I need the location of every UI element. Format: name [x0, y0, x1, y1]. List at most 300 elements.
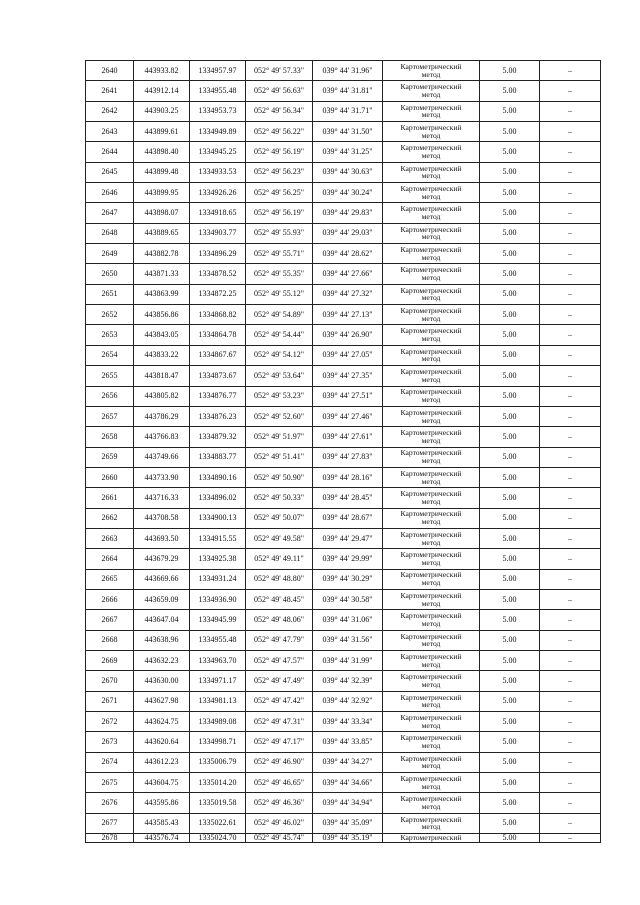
note-cell: – — [540, 650, 601, 670]
latitude-cell: 052° 49' 47.79" — [246, 630, 313, 650]
x-coordinate-cell: 443805.82 — [134, 386, 190, 406]
longitude-cell: 039° 44' 31.50" — [313, 122, 383, 142]
y-coordinate-cell: 1335006.79 — [190, 752, 246, 772]
method-cell — [383, 366, 480, 386]
accuracy-cell: 5.00 — [480, 101, 540, 121]
table-row — [86, 752, 601, 772]
method-cell — [383, 569, 480, 589]
method-cell — [383, 122, 480, 142]
method-label-top: Картометрический — [400, 753, 462, 763]
y-coordinate-cell: 1334878.52 — [190, 264, 246, 284]
y-coordinate-cell: 1334918.65 — [190, 203, 246, 223]
latitude-cell: 052° 49' 55.35" — [246, 264, 313, 284]
note-cell: – — [540, 773, 601, 793]
method-label-bottom: метод — [421, 374, 441, 384]
accuracy-cell: 5.00 — [480, 549, 540, 569]
point-number-cell: 2678 — [86, 834, 134, 843]
method-label-bottom: метод — [421, 802, 441, 812]
x-coordinate-cell: 443659.09 — [134, 589, 190, 609]
y-coordinate-cell: 1334868.82 — [190, 305, 246, 325]
method-label-bottom: метод — [421, 69, 441, 79]
method-label-bottom: метод — [421, 354, 441, 364]
method-label-top: Картометрический — [400, 285, 462, 295]
note-cell: – — [540, 793, 601, 813]
method-label-top: Картометрический — [400, 773, 462, 783]
y-coordinate-cell: 1334896.02 — [190, 488, 246, 508]
point-number-cell: 2672 — [86, 712, 134, 732]
longitude-cell: 039° 44' 31.06" — [313, 610, 383, 630]
point-number-cell: 2664 — [86, 549, 134, 569]
point-number-cell: 2663 — [86, 528, 134, 548]
note-cell: – — [540, 406, 601, 426]
longitude-cell: 039° 44' 30.29" — [313, 569, 383, 589]
note-cell: – — [540, 101, 601, 121]
method-label-top: Картометрический — [400, 550, 462, 560]
y-coordinate-cell: 1335022.61 — [190, 813, 246, 833]
point-number-cell: 2670 — [86, 671, 134, 691]
note-cell: – — [540, 752, 601, 772]
note-cell: – — [540, 122, 601, 142]
y-coordinate-cell: 1335019.58 — [190, 793, 246, 813]
point-number-cell: 2646 — [86, 183, 134, 203]
y-coordinate-cell: 1334955.48 — [190, 81, 246, 101]
table-row — [86, 264, 601, 284]
method-label-bottom: метод — [421, 456, 441, 466]
x-coordinate-cell: 443693.50 — [134, 528, 190, 548]
longitude-cell: 039° 44' 31.81" — [313, 81, 383, 101]
x-coordinate-cell: 443679.29 — [134, 549, 190, 569]
x-coordinate-cell: 443843.05 — [134, 325, 190, 345]
latitude-cell: 052° 49' 50.33" — [246, 488, 313, 508]
point-number-cell: 2661 — [86, 488, 134, 508]
y-coordinate-cell: 1334867.67 — [190, 345, 246, 365]
table-row — [86, 508, 601, 528]
method-label-top: Картометрический — [400, 367, 462, 377]
method-label-top: Картометрический — [400, 651, 462, 661]
longitude-cell: 039° 44' 29.47" — [313, 528, 383, 548]
method-cell — [383, 712, 480, 732]
method-label-top: Картометрический — [400, 306, 462, 315]
x-coordinate-cell: 443624.75 — [134, 712, 190, 732]
latitude-cell: 052° 49' 49.11" — [246, 549, 313, 569]
x-coordinate-cell: 443818.47 — [134, 366, 190, 386]
method-cell — [383, 528, 480, 548]
y-coordinate-cell: 1334971.17 — [190, 671, 246, 691]
table-row — [86, 569, 601, 589]
method-label-bottom: метод — [421, 232, 441, 242]
point-number-cell: 2648 — [86, 223, 134, 243]
method-label-bottom: метод — [421, 720, 441, 730]
latitude-cell: 052° 49' 46.65" — [246, 773, 313, 793]
longitude-cell: 039° 44' 31.96" — [313, 61, 383, 81]
method-label-bottom: метод — [421, 761, 441, 771]
y-coordinate-cell: 1334872.25 — [190, 284, 246, 304]
latitude-cell: 052° 49' 47.57" — [246, 650, 313, 670]
latitude-cell: 052° 49' 50.90" — [246, 467, 313, 487]
method-cell — [383, 834, 480, 843]
method-cell — [383, 203, 480, 223]
y-coordinate-cell: 1334900.13 — [190, 508, 246, 528]
accuracy-cell: 5.00 — [480, 345, 540, 365]
accuracy-cell: 5.00 — [480, 773, 540, 793]
x-coordinate-cell: 443669.66 — [134, 569, 190, 589]
method-label-top: Картометрический — [400, 590, 462, 600]
table-row — [86, 630, 601, 650]
longitude-cell: 039° 44' 28.62" — [313, 244, 383, 264]
method-label-bottom: метод — [421, 639, 441, 649]
y-coordinate-cell: 1334864.78 — [190, 325, 246, 345]
method-cell — [383, 345, 480, 365]
note-cell: – — [540, 630, 601, 650]
table-row — [86, 325, 601, 345]
table-row — [86, 834, 601, 843]
accuracy-cell: 5.00 — [480, 325, 540, 345]
y-coordinate-cell: 1334896.29 — [190, 244, 246, 264]
note-cell: – — [540, 81, 601, 101]
longitude-cell: 039° 44' 27.32" — [313, 284, 383, 304]
note-cell: – — [540, 508, 601, 528]
latitude-cell: 052° 49' 56.25" — [246, 183, 313, 203]
table-row — [86, 183, 601, 203]
latitude-cell: 052° 49' 47.42" — [246, 691, 313, 711]
table-body — [86, 61, 601, 843]
method-label-bottom: метод — [421, 659, 441, 669]
method-cell — [383, 244, 480, 264]
longitude-cell: 039° 44' 29.83" — [313, 203, 383, 223]
accuracy-cell: 5.00 — [480, 183, 540, 203]
method-label-top: Картометрический — [400, 204, 462, 214]
accuracy-cell: 5.00 — [480, 305, 540, 325]
point-number-cell: 2659 — [86, 447, 134, 467]
method-label-bottom: метод — [421, 130, 441, 140]
table-row — [86, 203, 601, 223]
accuracy-cell: 5.00 — [480, 732, 540, 752]
point-number-cell: 2649 — [86, 244, 134, 264]
x-coordinate-cell: 443833.22 — [134, 345, 190, 365]
accuracy-cell: 5.00 — [480, 447, 540, 467]
accuracy-cell: 5.00 — [480, 691, 540, 711]
accuracy-cell: 5.00 — [480, 142, 540, 162]
x-coordinate-cell: 443576.74 — [134, 834, 190, 843]
note-cell: – — [540, 671, 601, 691]
point-number-cell: 2666 — [86, 589, 134, 609]
x-coordinate-cell: 443733.90 — [134, 467, 190, 487]
point-number-cell: 2660 — [86, 467, 134, 487]
method-cell — [383, 793, 480, 813]
longitude-cell: 039° 44' 35.19" — [313, 834, 383, 843]
y-coordinate-cell: 1334933.53 — [190, 162, 246, 182]
table-row — [86, 773, 601, 793]
table-row — [86, 650, 601, 670]
latitude-cell: 052° 49' 50.07" — [246, 508, 313, 528]
point-number-cell: 2652 — [86, 305, 134, 325]
x-coordinate-cell: 443786.29 — [134, 406, 190, 426]
point-number-cell: 2676 — [86, 793, 134, 813]
point-number-cell: 2644 — [86, 142, 134, 162]
method-label-bottom: метод — [421, 191, 441, 201]
latitude-cell: 052° 49' 45.74" — [246, 834, 313, 843]
method-label-top: Картометрический — [400, 733, 462, 743]
x-coordinate-cell: 443638.96 — [134, 630, 190, 650]
y-coordinate-cell: 1334955.48 — [190, 630, 246, 650]
method-cell — [383, 813, 480, 833]
longitude-cell: 039° 44' 27.46" — [313, 406, 383, 426]
x-coordinate-cell: 443595.86 — [134, 793, 190, 813]
method-cell — [383, 162, 480, 182]
y-coordinate-cell: 1334925.38 — [190, 549, 246, 569]
table-row — [86, 406, 601, 426]
accuracy-cell: 5.00 — [480, 386, 540, 406]
method-label: Картометрический — [400, 833, 462, 843]
note-cell: – — [540, 345, 601, 365]
method-cell — [383, 284, 480, 304]
method-label-top: Картометрический — [400, 529, 462, 539]
note-cell: – — [540, 834, 601, 843]
latitude-cell: 052° 49' 52.60" — [246, 406, 313, 426]
method-label-bottom: метод — [421, 90, 441, 100]
latitude-cell: 052° 49' 53.64" — [246, 366, 313, 386]
point-number-cell: 2650 — [86, 264, 134, 284]
method-label-top: Картометрический — [400, 82, 462, 92]
longitude-cell: 039° 44' 29.99" — [313, 549, 383, 569]
table-row — [86, 793, 601, 813]
y-coordinate-cell: 1334945.25 — [190, 142, 246, 162]
method-cell — [383, 447, 480, 467]
method-label-bottom: метод — [421, 252, 441, 262]
note-cell: – — [540, 549, 601, 569]
table-row — [86, 549, 601, 569]
method-label-top: Картометрический — [400, 570, 462, 580]
point-number-cell: 2668 — [86, 630, 134, 650]
note-cell: – — [540, 488, 601, 508]
latitude-cell: 052° 49' 48.80" — [246, 569, 313, 589]
note-cell: – — [540, 264, 601, 284]
method-label-top: Картометрический — [400, 224, 462, 234]
note-cell: – — [540, 244, 601, 264]
method-label-bottom: метод — [421, 151, 441, 161]
accuracy-cell: 5.00 — [480, 81, 540, 101]
accuracy-cell: 5.00 — [480, 813, 540, 833]
x-coordinate-cell: 443716.33 — [134, 488, 190, 508]
accuracy-cell: 5.00 — [480, 610, 540, 630]
note-cell: – — [540, 712, 601, 732]
longitude-cell: 039° 44' 31.99" — [313, 650, 383, 670]
point-number-cell: 2641 — [86, 81, 134, 101]
accuracy-cell: 5.00 — [480, 589, 540, 609]
table-row — [86, 691, 601, 711]
x-coordinate-cell: 443766.83 — [134, 427, 190, 447]
table-row — [86, 162, 601, 182]
method-cell — [383, 305, 480, 325]
method-label-top: Картометрический — [400, 61, 462, 71]
note-cell: – — [540, 203, 601, 223]
latitude-cell: 052° 49' 48.45" — [246, 589, 313, 609]
method-label-bottom: метод — [421, 537, 441, 547]
note-cell: – — [540, 162, 601, 182]
point-number-cell: 2657 — [86, 406, 134, 426]
method-label-bottom: метод — [421, 822, 441, 832]
method-label-bottom: метод — [421, 212, 441, 222]
accuracy-cell: 5.00 — [480, 61, 540, 81]
longitude-cell: 039° 44' 31.71" — [313, 101, 383, 121]
method-label-top: Картометрический — [400, 611, 462, 621]
accuracy-cell: 5.00 — [480, 244, 540, 264]
latitude-cell: 052° 49' 55.93" — [246, 223, 313, 243]
method-label-top: Картометрический — [400, 163, 462, 173]
latitude-cell: 052° 49' 47.17" — [246, 732, 313, 752]
point-number-cell: 2669 — [86, 650, 134, 670]
x-coordinate-cell: 443627.98 — [134, 691, 190, 711]
table-row — [86, 142, 601, 162]
longitude-cell: 039° 44' 34.94" — [313, 793, 383, 813]
point-number-cell: 2674 — [86, 752, 134, 772]
accuracy-cell: 5.00 — [480, 366, 540, 386]
method-label-bottom: метод — [421, 598, 441, 608]
method-cell — [383, 671, 480, 691]
note-cell: – — [540, 732, 601, 752]
point-number-cell: 2656 — [86, 386, 134, 406]
method-cell — [383, 589, 480, 609]
y-coordinate-cell: 1334998.71 — [190, 732, 246, 752]
x-coordinate-cell: 443899.95 — [134, 183, 190, 203]
y-coordinate-cell: 1334876.77 — [190, 386, 246, 406]
longitude-cell: 039° 44' 29.03" — [313, 223, 383, 243]
note-cell: – — [540, 61, 601, 81]
method-cell — [383, 488, 480, 508]
x-coordinate-cell: 443630.00 — [134, 671, 190, 691]
accuracy-cell: 5.00 — [480, 264, 540, 284]
longitude-cell: 039° 44' 31.25" — [313, 142, 383, 162]
latitude-cell: 052° 49' 56.22" — [246, 122, 313, 142]
latitude-cell: 052° 49' 55.12" — [246, 284, 313, 304]
method-label-top: Картометрический — [400, 631, 462, 641]
table-row — [86, 61, 601, 81]
point-number-cell: 2647 — [86, 203, 134, 223]
longitude-cell: 039° 44' 30.63" — [313, 162, 383, 182]
method-label-bottom: метод — [421, 273, 441, 283]
accuracy-cell: 5.00 — [480, 793, 540, 813]
point-number-cell: 2662 — [86, 508, 134, 528]
latitude-cell: 052° 49' 53.23" — [246, 386, 313, 406]
longitude-cell: 039° 44' 30.58" — [313, 589, 383, 609]
accuracy-cell: 5.00 — [480, 162, 540, 182]
method-label-bottom: метод — [421, 334, 441, 344]
note-cell: – — [540, 142, 601, 162]
point-number-cell: 2665 — [86, 569, 134, 589]
accuracy-cell: 5.00 — [480, 406, 540, 426]
coordinates-table — [85, 60, 601, 843]
table-row — [86, 467, 601, 487]
table-row — [86, 223, 601, 243]
table-row — [86, 345, 601, 365]
longitude-cell: 039° 44' 27.66" — [313, 264, 383, 284]
longitude-cell: 039° 44' 27.83" — [313, 447, 383, 467]
y-coordinate-cell: 1334957.97 — [190, 61, 246, 81]
y-coordinate-cell: 1334879.32 — [190, 427, 246, 447]
point-number-cell: 2642 — [86, 101, 134, 121]
table-row — [86, 427, 601, 447]
method-label-top: Картометрический — [400, 122, 462, 132]
x-coordinate-cell: 443899.48 — [134, 162, 190, 182]
method-label-bottom: метод — [421, 679, 441, 689]
note-cell: – — [540, 183, 601, 203]
longitude-cell: 039° 44' 28.45" — [313, 488, 383, 508]
accuracy-cell: 5.00 — [480, 671, 540, 691]
method-cell — [383, 508, 480, 528]
table-row — [86, 366, 601, 386]
method-label-bottom: метод — [421, 395, 441, 405]
y-coordinate-cell: 1334945.99 — [190, 610, 246, 630]
table-row — [86, 488, 601, 508]
table-row — [86, 732, 601, 752]
note-cell: – — [540, 467, 601, 487]
longitude-cell: 039° 44' 27.35" — [313, 366, 383, 386]
method-cell — [383, 773, 480, 793]
y-coordinate-cell: 1334876.23 — [190, 406, 246, 426]
point-number-cell: 2677 — [86, 813, 134, 833]
point-number-cell: 2645 — [86, 162, 134, 182]
latitude-cell: 052° 49' 49.58" — [246, 528, 313, 548]
note-cell: – — [540, 447, 601, 467]
method-label-bottom: метод — [421, 476, 441, 486]
method-label-bottom: метод — [421, 741, 441, 751]
method-cell — [383, 223, 480, 243]
x-coordinate-cell: 443585.43 — [134, 813, 190, 833]
longitude-cell: 039° 44' 32.39" — [313, 671, 383, 691]
accuracy-cell: 5.00 — [480, 122, 540, 142]
x-coordinate-cell: 443912.14 — [134, 81, 190, 101]
longitude-cell: 039° 44' 33.34" — [313, 712, 383, 732]
table-row — [86, 712, 601, 732]
latitude-cell: 052° 49' 56.19" — [246, 142, 313, 162]
method-label-top: Картометрический — [400, 387, 462, 397]
method-label-top: Картометрический — [400, 346, 462, 356]
method-cell — [383, 650, 480, 670]
accuracy-cell: 5.00 — [480, 284, 540, 304]
y-coordinate-cell: 1335024.70 — [190, 834, 246, 843]
table-row — [86, 244, 601, 264]
method-cell — [383, 61, 480, 81]
longitude-cell: 039° 44' 30.24" — [313, 183, 383, 203]
latitude-cell: 052° 49' 56.19" — [246, 203, 313, 223]
accuracy-cell: 5.00 — [480, 488, 540, 508]
x-coordinate-cell: 443899.61 — [134, 122, 190, 142]
x-coordinate-cell: 443898.07 — [134, 203, 190, 223]
latitude-cell: 052° 49' 51.97" — [246, 427, 313, 447]
y-coordinate-cell: 1334949.89 — [190, 122, 246, 142]
note-cell: – — [540, 528, 601, 548]
method-label-top: Картометрический — [400, 692, 462, 702]
table-row — [86, 610, 601, 630]
accuracy-cell: 5.00 — [480, 528, 540, 548]
accuracy-cell: 5.00 — [480, 834, 540, 843]
longitude-cell: 039° 44' 33.85" — [313, 732, 383, 752]
note-cell: – — [540, 610, 601, 630]
note-cell: – — [540, 569, 601, 589]
latitude-cell: 052° 49' 54.44" — [246, 325, 313, 345]
longitude-cell: 039° 44' 32.92" — [313, 691, 383, 711]
longitude-cell: 039° 44' 27.61" — [313, 427, 383, 447]
method-cell — [383, 264, 480, 284]
x-coordinate-cell: 443708.58 — [134, 508, 190, 528]
point-number-cell: 2673 — [86, 732, 134, 752]
y-coordinate-cell: 1334981.13 — [190, 691, 246, 711]
point-number-cell: 2655 — [86, 366, 134, 386]
method-label-bottom: метод — [421, 171, 441, 181]
point-number-cell: 2671 — [86, 691, 134, 711]
method-label-top: Картометрический — [400, 143, 462, 153]
method-label-bottom: метод — [421, 781, 441, 791]
